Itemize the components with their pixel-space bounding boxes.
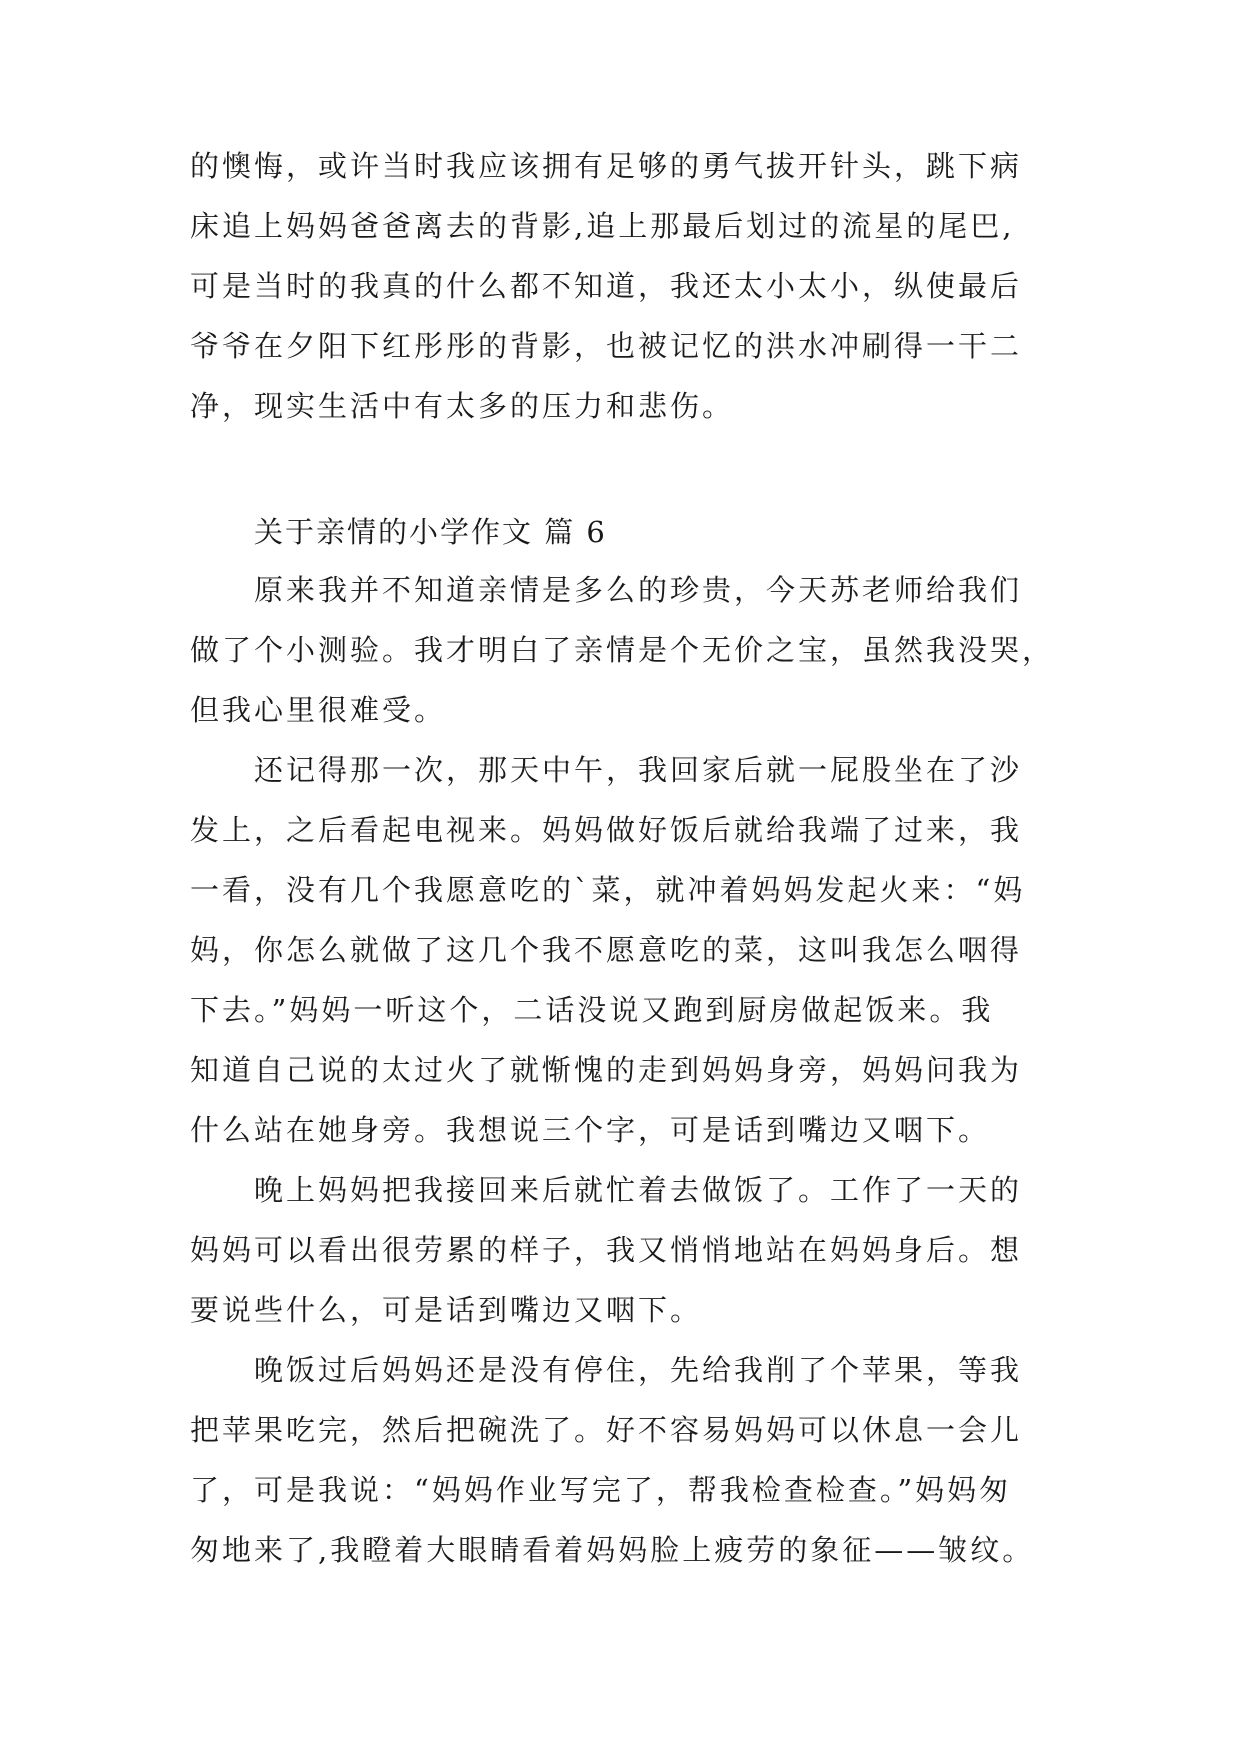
text-line: 原来我并不知道亲情是多么的珍贵，今天苏老师给我们 [254, 573, 1023, 607]
section-heading [190, 502, 1090, 562]
intro-paragraph [190, 136, 1090, 436]
text-line: 发上，之后看起电视来。妈妈做好饭后就给我端了过来，我 [190, 813, 1023, 847]
section-title: 关于亲情的小学作文 篇 6 [254, 515, 607, 549]
text-line: 下去。”妈妈一听这个，二话没说又跑到厨房做起饭来。我 [190, 993, 994, 1027]
text-line: 一看，没有几个我愿意吃的`菜，就冲着妈妈发起火来：“妈 [190, 873, 1026, 907]
text-line: 把苹果吃完，然后把碗洗了。好不容易妈妈可以休息一会儿 [190, 1413, 1023, 1447]
text-line: 但我心里很难受。 [190, 693, 447, 727]
text-line: 净，现实生活中有太多的压力和悲伤。 [190, 389, 735, 423]
text-line: 可是当时的我真的什么都不知道，我还太小太小，纵使最后 [190, 269, 1023, 303]
text-line: 知道自己说的太过火了就惭愧的走到妈妈身旁，妈妈问我为 [190, 1053, 1023, 1087]
text-line: 了，可是我说：“妈妈作业写完了，帮我检查检查。”妈妈匆 [190, 1473, 1012, 1507]
text-line: 匆地来了,我瞪着大眼睛看着妈妈脸上疲劳的象征——皱纹。 [190, 1533, 1035, 1567]
text-line: 晚上妈妈把我接回来后就忙着去做饭了。工作了一天的 [254, 1173, 1023, 1207]
text-line: 妈，你怎么就做了这几个我不愿意吃的菜，这叫我怎么咽得 [190, 933, 1023, 967]
text-line: 床追上妈妈爸爸离去的背影,追上那最后划过的流星的尾巴, [190, 209, 1015, 243]
text-line: 妈妈可以看出很劳累的样子，我又悄悄地站在妈妈身后。想 [190, 1233, 1023, 1267]
text-line: 还记得那一次，那天中午，我回家后就一屁股坐在了沙 [254, 753, 1023, 787]
text-line: 晚饭过后妈妈还是没有停住，先给我削了个苹果，等我 [254, 1353, 1023, 1387]
text-line: 什么站在她身旁。我想说三个字，可是话到嘴边又咽下。 [190, 1113, 991, 1147]
essay-body [190, 560, 1090, 1580]
text-line: 爷爷在夕阳下红彤彤的背影，也被记忆的洪水冲刷得一干二 [190, 329, 1023, 363]
text-line: 的懊悔，或许当时我应该拥有足够的勇气拔开针头，跳下病 [190, 149, 1023, 183]
text-line: 做了个小测验。我才明白了亲情是个无价之宝，虽然我没哭， [190, 633, 1055, 667]
text-line: 要说些什么，可是话到嘴边又咽下。 [190, 1293, 703, 1327]
